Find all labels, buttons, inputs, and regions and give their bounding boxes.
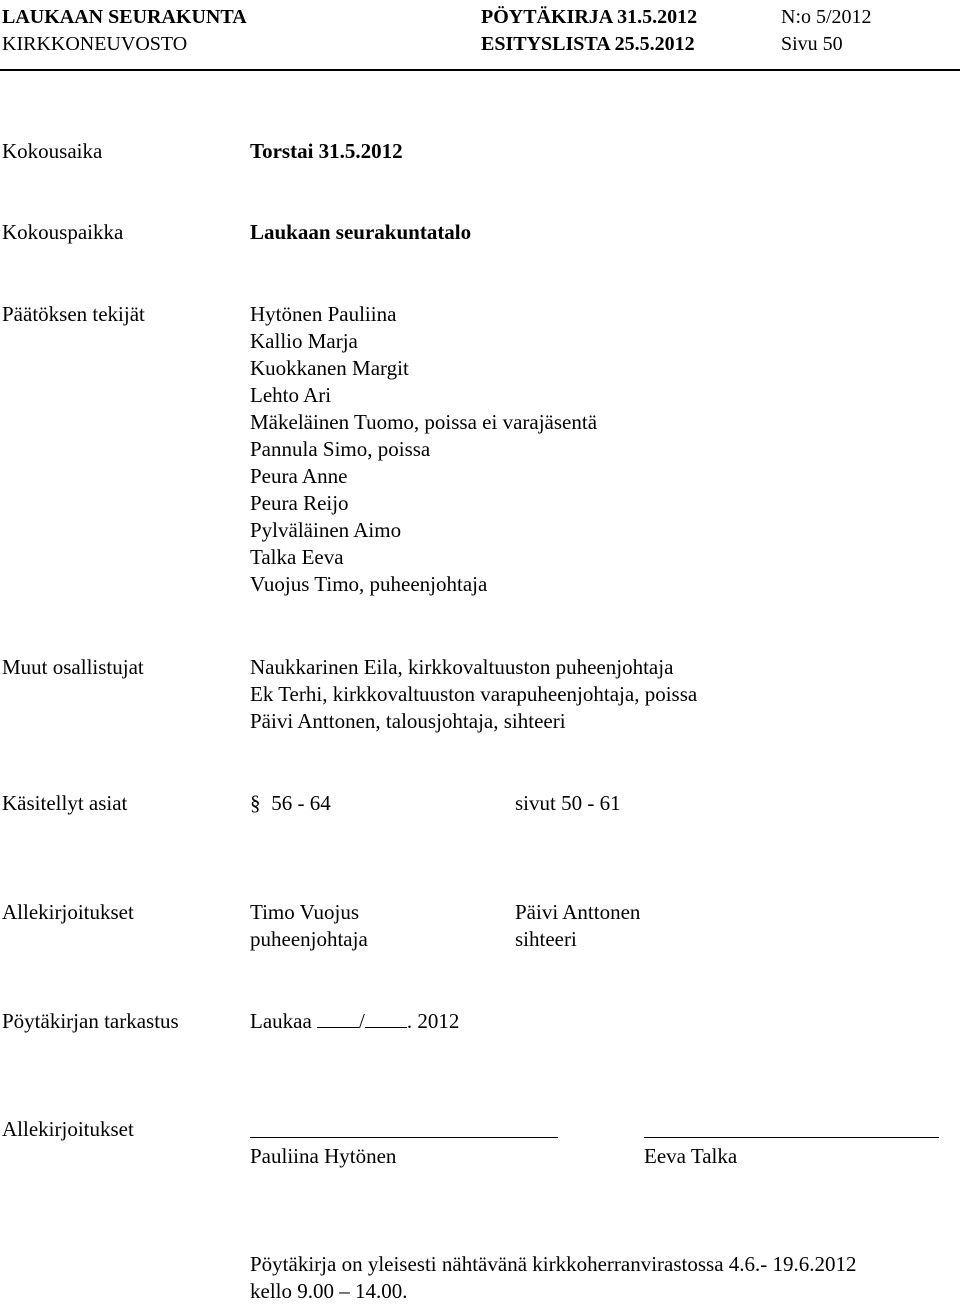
- meeting-place-value: Laukaan seurakuntatalo: [250, 220, 472, 244]
- month-blank: [365, 1009, 407, 1028]
- other-participants-label: Muut osallistujat: [2, 655, 144, 679]
- list-item: Kallio Marja: [250, 329, 358, 353]
- meeting-time-label: Kokousaika: [2, 139, 103, 163]
- list-item: Päivi Anttonen, talousjohtaja, sihteeri: [250, 709, 566, 733]
- list-item: Kuokkanen Margit: [250, 356, 409, 380]
- chair-signature: [250, 899, 368, 953]
- list-item: Pylväläinen Aimo: [250, 518, 402, 542]
- list-item: Talka Eeva: [250, 545, 344, 569]
- header-divider: [0, 69, 960, 71]
- agenda-title: ESITYSLISTA 25.5.2012: [481, 33, 695, 55]
- list-item: Hytönen Pauliina: [250, 302, 397, 326]
- list-item: Naukkarinen Eila, kirkkovaltuuston puheenjohtaja: [250, 655, 674, 679]
- signature-line: [250, 1137, 558, 1138]
- minutes-title: PÖYTÄKIRJA 31.5.2012: [481, 6, 698, 28]
- secretary-name: Päivi Anttonen: [515, 900, 641, 924]
- signatures-label: Allekirjoitukset: [2, 900, 134, 924]
- items-label: Käsitellyt asiat: [2, 791, 128, 815]
- public-notice-line: Pöytäkirja on yleisesti nähtävänä kirkkoherranvirastossa 4.6.- 19.6.2012: [250, 1252, 857, 1276]
- list-item: Vuojus Timo, puheenjohtaja: [250, 572, 488, 596]
- items-section-range: 56 - 64: [271, 791, 331, 815]
- section-sign-icon: §: [250, 791, 261, 815]
- review-signatures-label: Allekirjoitukset: [2, 1117, 134, 1141]
- public-notice: [250, 1251, 857, 1305]
- chair-role: puheenjohtaja: [250, 927, 368, 951]
- public-notice-line: kello 9.00 – 14.00.: [250, 1279, 408, 1303]
- list-item: Peura Anne: [250, 464, 348, 488]
- review-label: Pöytäkirjan tarkastus: [2, 1009, 179, 1033]
- decision-makers-label: Päätöksen tekijät: [2, 302, 145, 326]
- meeting-time-value: Torstai 31.5.2012: [250, 139, 403, 163]
- date-separator: /: [359, 1009, 365, 1033]
- org-name: LAUKAAN SEURAKUNTA: [2, 6, 247, 28]
- list-item: Lehto Ari: [250, 383, 332, 407]
- reviewer-1-name: Pauliina Hytönen: [250, 1144, 397, 1168]
- page-number: Sivu 50: [781, 33, 843, 55]
- chair-name: Timo Vuojus: [250, 900, 360, 924]
- review-year: . 2012: [406, 1009, 460, 1033]
- body-name: KIRKKONEUVOSTO: [2, 33, 188, 55]
- other-participants-list: [250, 654, 697, 735]
- decision-makers-list: [250, 301, 597, 598]
- document-number: N:o 5/2012: [781, 6, 872, 28]
- list-item: Mäkeläinen Tuomo, poissa ei varajäsentä: [250, 410, 598, 434]
- review-date-line: [250, 1008, 459, 1035]
- meeting-place-label: Kokouspaikka: [2, 220, 124, 244]
- secretary-signature: [515, 899, 640, 953]
- items-pages: sivut 50 - 61: [515, 791, 621, 815]
- list-item: Pannula Simo, poissa: [250, 437, 431, 461]
- secretary-role: sihteeri: [515, 927, 577, 951]
- reviewer-2-name: Eeva Talka: [644, 1144, 738, 1168]
- review-place: Laukaa: [250, 1009, 312, 1033]
- day-blank: [317, 1009, 359, 1028]
- items-sections: [250, 790, 331, 817]
- signature-line: [644, 1137, 939, 1138]
- list-item: Peura Reijo: [250, 491, 349, 515]
- list-item: Ek Terhi, kirkkovaltuuston varapuheenjohtaja, poissa: [250, 682, 698, 706]
